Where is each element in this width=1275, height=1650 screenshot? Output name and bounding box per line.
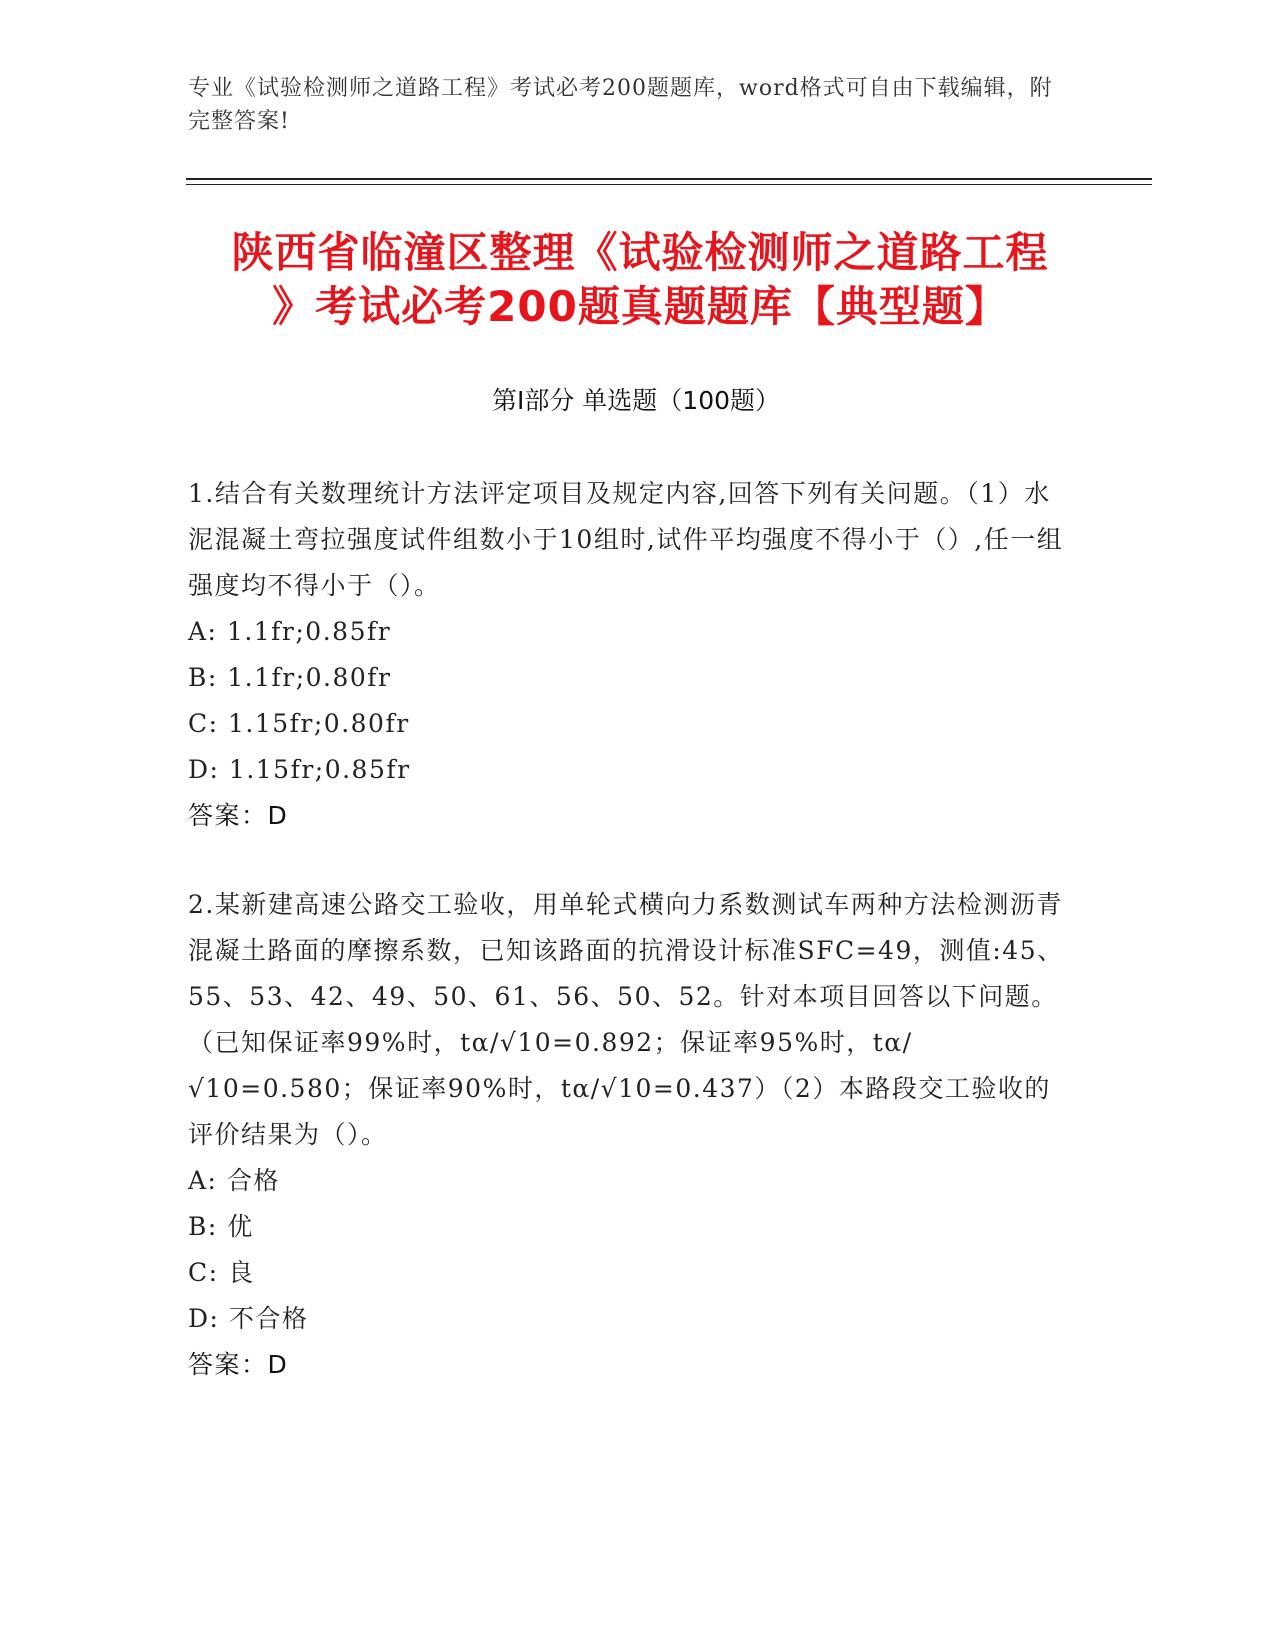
- question-1-answer: 答案：D: [188, 801, 289, 830]
- question-1-option-b: B: 1.1fr;0.80fr: [188, 663, 392, 692]
- question-1-option-a: A: 1.1fr;0.85fr: [188, 617, 392, 646]
- question-1-stem: 1.结合有关数理统计方法评定项目及规定内容,回答下列有关问题。（1）水泥混凝土弯拉强度试件组数小于10组时,试件平均强度不得小于（）,任一组强度均不得小于（）。: [188, 479, 1064, 600]
- question-2: [188, 882, 1068, 1388]
- document-title-line-2: 》考试必考200题真题题库【典型题】: [272, 282, 1008, 331]
- header-note: 专业《试验检测师之道路工程》考试必考200题题库，word格式可自由下载编辑，附完整答案!: [188, 76, 1053, 134]
- header-divider-thin: [186, 184, 1152, 185]
- question-2-option-d: D: 不合格: [188, 1304, 309, 1333]
- question-1-option-d: D: 1.15fr;0.85fr: [188, 755, 411, 784]
- question-2-answer: 答案：D: [188, 1350, 289, 1379]
- document-title: [190, 226, 1090, 334]
- question-1-option-c: C: 1.15fr;0.80fr: [188, 709, 410, 738]
- question-2-option-b: B: 优: [188, 1212, 254, 1241]
- header-divider-thick: [186, 178, 1152, 180]
- document-title-line-1: 陕西省临潼区整理《试验检测师之道路工程: [231, 228, 1049, 277]
- question-2-stem: 2.某新建高速公路交工验收，用单轮式横向力系数测试车两种方法检测沥青混凝土路面的摩擦系数，已知该路面的抗滑设计标准SFC=49，测值:45、55、53、42、49、50、61、56、50、52。针对本项目回答以下问题。（已知保证率99%时，tα/√10=0.892；保证率95%时，tα/√10=0.580；保证率90%时，tα/√10=0.437）（2）本路段交工验收的评价结果为（）。: [188, 890, 1064, 1149]
- section-title: 第I部分 单选题（100题）: [491, 386, 781, 415]
- question-2-option-a: A: 合格: [188, 1166, 280, 1195]
- question-2-option-c: C: 良: [188, 1258, 255, 1287]
- question-1: [188, 471, 1068, 839]
